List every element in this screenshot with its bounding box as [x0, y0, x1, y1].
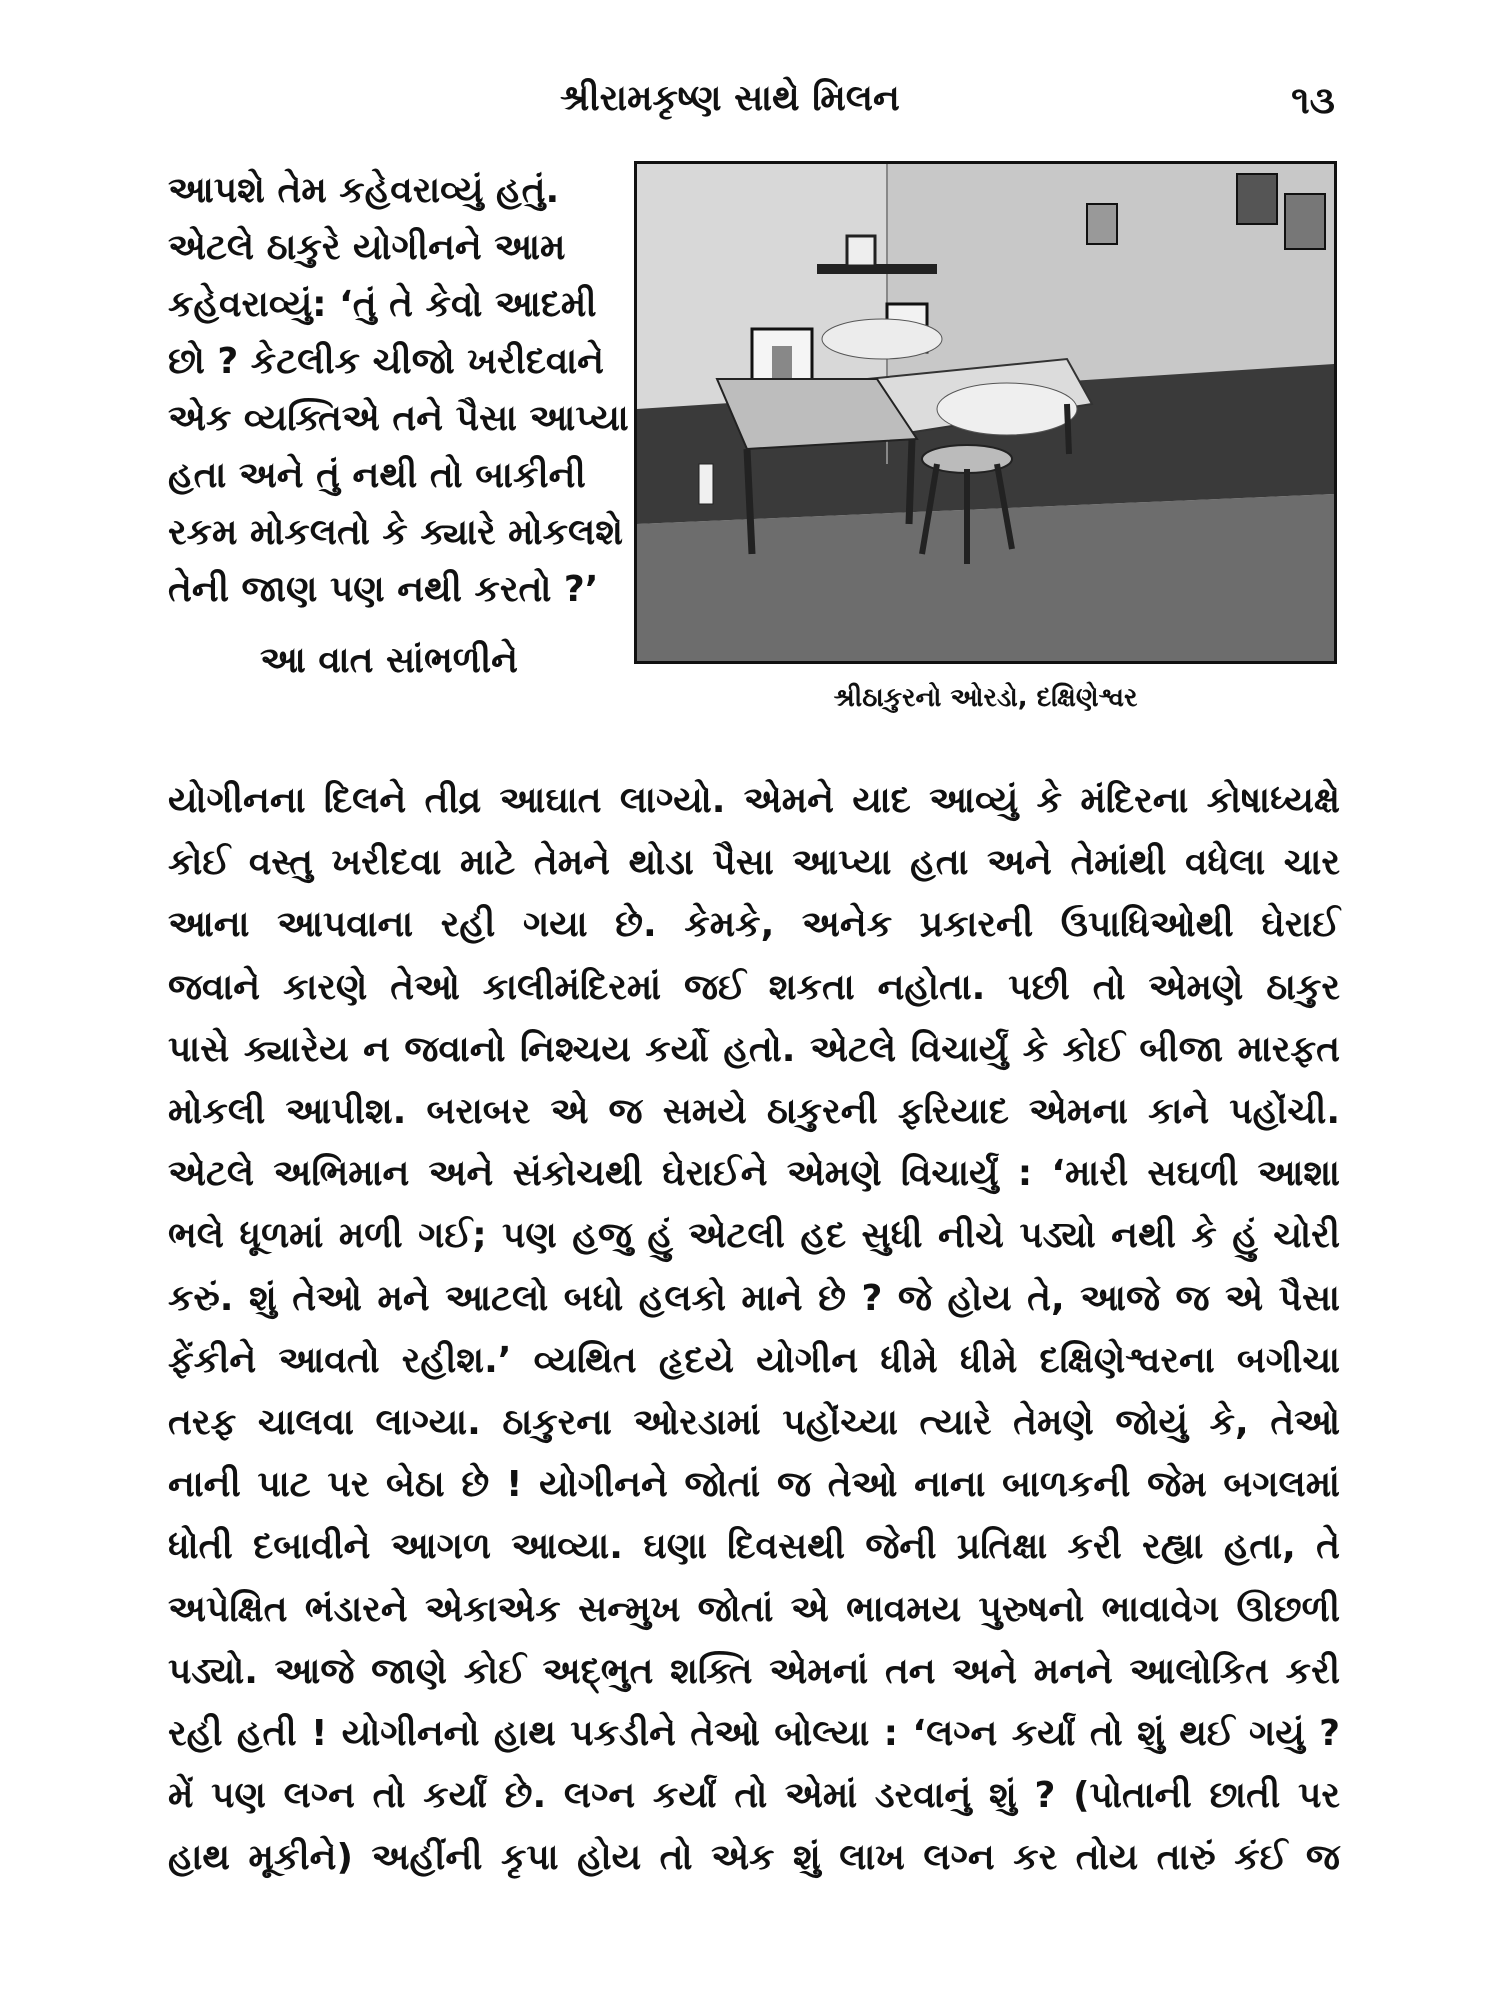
- page-number: ૧૩: [1291, 78, 1335, 122]
- intro-line: છો ? કેટલીક ચીજો ખરીદવાને: [168, 341, 604, 382]
- intro-line: એક વ્યક્તિએ તને પૈસા આપ્યા: [168, 398, 629, 439]
- body-line: મેં પણ લગ્ન તો કર્યાં છે. લગ્ન કર્યાં તો એમાં ડરવાનું શું ? (પોતાની છાતી પર: [168, 1775, 1340, 1817]
- intro-line: રકમ મોકલતો કે ક્યારે મોકલશે: [168, 512, 623, 553]
- body-line: યોગીનના દિલને તીવ્ર આઘાત લાગ્યો. એમને યાદ આવ્યું કે મંદિરના કોષાધ્યક્ષે: [168, 780, 1340, 821]
- body-line: કરું. શું તેઓ મને આટલો બધો હલકો માને છે ? જે હોય તે, આજે જ એ પૈસા: [168, 1277, 1340, 1319]
- body-line: એટલે અભિમાન અને સંકોચથી ઘેરાઈને એમણે વિચાર્યું : ‘મારી સઘળી આશા: [168, 1153, 1340, 1195]
- body-line: નાની પાટ પર બેઠા છે ! યોગીનને જોતાં જ તેઓ નાના બાળકની જેમ બગલમાં: [168, 1464, 1340, 1506]
- intro-paragraph: [168, 162, 629, 689]
- intro-line: કહેવરાવ્યું: ‘તું તે કેવો આદમી: [168, 284, 597, 325]
- intro-line: હતા અને તું નથી તો બાકીની: [168, 455, 586, 496]
- room-photo-illustration: [637, 164, 1334, 661]
- body-line: ફેંકીને આવતો રહીશ.’ વ્યથિત હૃદયે યોગીન ધીમે ધીમે દક્ષિણેશ્વરના બગીચા: [168, 1339, 1340, 1381]
- body-line: આના આપવાના રહી ગયા છે. કેમકે, અનેક પ્રકારની ઉપાધિઓથી ઘેરાઈ: [168, 904, 1340, 946]
- body-line: હાથ મૂકીને) અહીંની કૃપા હોય તો એક શું લાખ લગ્ન કર તોય તારું કંઈ જ: [168, 1837, 1340, 1879]
- photo-caption: શ્રીઠાકુરનો ઓરડો, દક્ષિણેશ્વર: [833, 683, 1138, 713]
- body-line: અપેક્ષિત ભંડારને એકાએક સન્મુખ જોતાં એ ભાવમય પુરુષનો ભાવાવેગ ઊછળી: [168, 1588, 1340, 1630]
- room-photo: [634, 161, 1337, 664]
- running-header: [0, 78, 1500, 128]
- body-paragraph: [168, 770, 1340, 1890]
- body-line: પાસે ક્યારેય ન જવાનો નિશ્ચય કર્યો હતો. એટલે વિચાર્યું કે કોઈ બીજા મારફત: [168, 1028, 1340, 1070]
- body-line: તરફ ચાલવા લાગ્યા. ઠાકુરના ઓરડામાં પહોંચ્યા ત્યારે તેમણે જોયું કે, તેઓ: [168, 1402, 1340, 1444]
- body-line: મોકલી આપીશ. બરાબર એ જ સમયે ઠાકુરની ફરિયાદ એમના કાને પહોંચી.: [168, 1091, 1340, 1133]
- body-line: રહી હતી ! યોગીનનો હાથ પકડીને તેઓ બોલ્યા : ‘લગ્ન કર્યાં તો શું થઈ ગયું ?: [168, 1713, 1340, 1755]
- body-line: ભલે ધૂળમાં મળી ગઈ; પણ હજુ હું એટલી હદ સુધી નીચે પડ્યો નથી કે હું ચોરી: [168, 1215, 1340, 1257]
- body-line: ધોતી દબાવીને આગળ આવ્યા. ઘણા દિવસથી જેની પ્રતિક્ષા કરી રહ્યા હતા, તે: [168, 1526, 1340, 1568]
- intro-line: તેની જાણ પણ નથી કરતો ?’: [168, 569, 599, 610]
- intro-line: આપશે તેમ કહેવરાવ્યું હતું.: [168, 170, 560, 211]
- chapter-title: શ્રીરામકૃષ્ણ સાથે મિલન: [560, 78, 900, 119]
- body-line: જવાને કારણે તેઓ કાલીમંદિરમાં જઈ શકતા નહોતા. પછી તો એમણે ઠાકુર: [168, 966, 1340, 1008]
- intro-line: આ વાત સાંભળીને: [260, 640, 518, 681]
- body-line: પડ્યો. આજે જાણે કોઈ અદ્‌ભુત શક્તિ એમનાં તન અને મનને આલોકિત કરી: [168, 1650, 1340, 1692]
- intro-line: એટલે ઠાકુરે યોગીનને આમ: [168, 227, 566, 268]
- body-line: કોઈ વસ્તુ ખરીદવા માટે તેમને થોડા પૈસા આપ્યા હતા અને તેમાંથી વધેલા ચાર: [168, 842, 1340, 884]
